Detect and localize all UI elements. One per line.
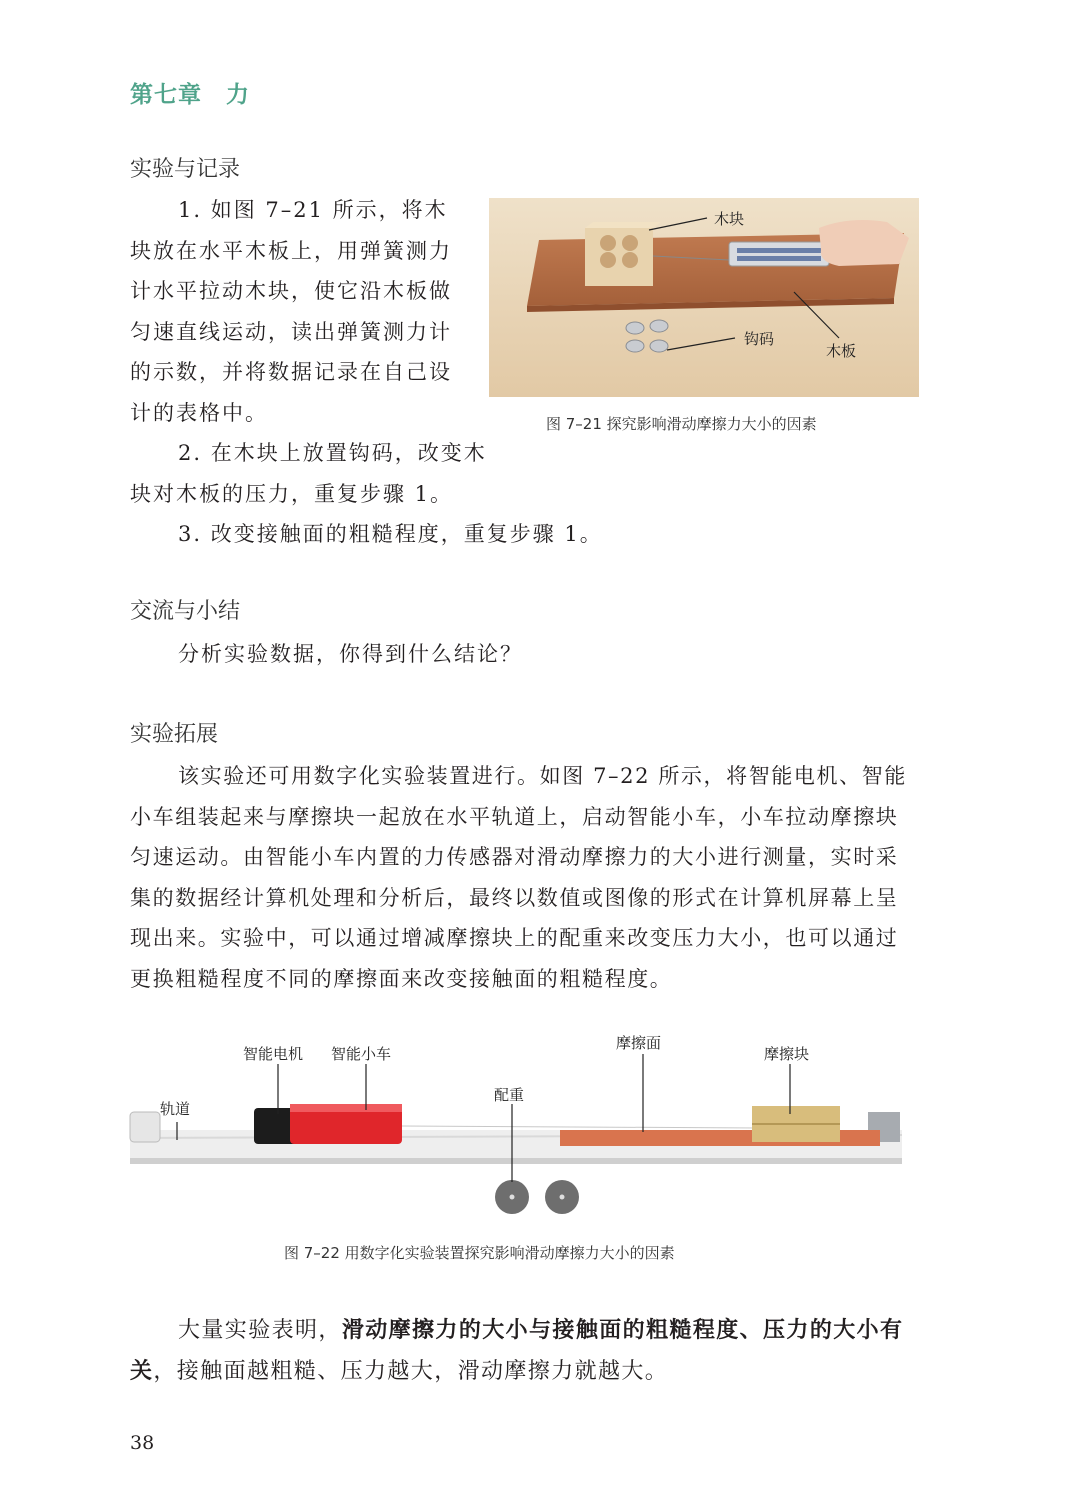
label-smart-motor: 智能电机: [243, 1045, 304, 1063]
section-title-discussion: 交流与小结: [130, 599, 241, 624]
figure-7-22-caption: 图 7–22 用数字化实验装置探究影响滑动摩擦力大小的因素: [284, 1244, 675, 1262]
conclusion-lead: 大量实验表明，: [178, 1318, 342, 1343]
step3-text: 3. 改变接触面的粗糙程度，重复步骤 1。: [178, 522, 603, 546]
section-title-experiment: 实验与记录: [130, 157, 241, 182]
label-hook-weights: 钩码: [744, 330, 775, 348]
discussion-paragraph: [130, 634, 930, 675]
chapter-header: 第七章 力: [130, 81, 250, 108]
step1-text: 1. 如图 7–21 所示，将木块放在水平木板上，用弹簧测力计水平拉动木块，使它沿木板做匀速直线运动，读出弹簧测力计的示数，并将数据记录在自己设计的表格中。: [130, 198, 452, 425]
conclusion-bold: 滑动摩擦力的大小与接触面的粗糙程度、压力的大小有关: [130, 1318, 904, 1384]
step1-paragraph: [130, 190, 465, 433]
discussion-text: 分析实验数据，你得到什么结论？: [178, 642, 523, 666]
step2-text: 2. 在木块上放置钩码，改变木块对木板的压力，重复步骤 1。: [130, 441, 487, 506]
label-friction-surface: 摩擦面: [616, 1034, 662, 1052]
label-track: 轨道: [160, 1100, 191, 1118]
extension-text: 该实验还可用数字化实验装置进行。如图 7–22 所示，将智能电机、智能小车组装起来与摩擦块一起放在水平轨道上，启动智能小车，小车拉动摩擦块匀速运动。由智能小车内置的力传感器对滑动摩擦力的大小进行测量，实时采集的数据经计算机处理和分析后，最终以数值或图像的形式在计算机屏幕上呈现出来。实验中，可以通过增减摩擦块上的配重来改变压力大小，也可以通过更换粗糙程度不同的摩擦面来改变接触面的粗糙程度。: [130, 764, 907, 991]
label-wood-block: 木块: [714, 210, 745, 228]
step2-paragraph-a: [130, 433, 487, 514]
section-title-extension: 实验拓展: [130, 722, 219, 747]
conclusion-text: [130, 1310, 920, 1392]
figure-7-21-illustration: [489, 198, 919, 397]
label-counterweight: 配重: [494, 1086, 525, 1104]
conclusion-paragraph: [130, 1310, 920, 1392]
extension-paragraph: [130, 756, 920, 999]
figure-7-21-photo: [489, 198, 919, 397]
conclusion-tail: ，接触面越粗糙、压力越大，滑动摩擦力就越大。: [153, 1359, 669, 1384]
figure-7-21-caption: 图 7–21 探究影响滑动摩擦力大小的因素: [546, 415, 817, 433]
label-wood-board: 木板: [826, 342, 857, 360]
label-friction-block: 摩擦块: [764, 1045, 810, 1063]
step3-paragraph: [130, 514, 930, 555]
label-smart-car: 智能小车: [331, 1045, 392, 1063]
page-number: 38: [130, 1432, 155, 1454]
